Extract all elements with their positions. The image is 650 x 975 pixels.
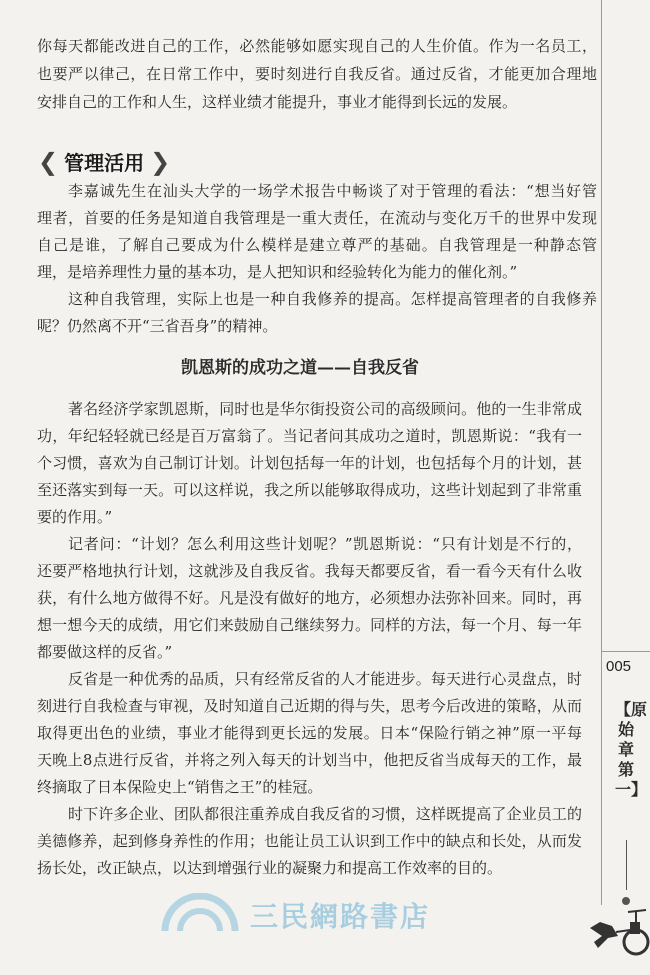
text-line: 著名经济学家凯恩斯，同时也是华尔街投资公司的高级顾问。他的一生非常成 (68, 400, 582, 418)
ornament-left-icon: ❮ (38, 147, 59, 176)
text-line: 安排自己的工作和人生，这样业绩才能提升，事业才能得到长远的发展。 (37, 93, 518, 111)
text-line: 李嘉诚先生在汕头大学的一场学术报告中畅谈了对于管理的看法：“想当好管 (68, 182, 597, 200)
text-line: 自己是谁，了解自己要成为什么模样是建立尊严的基础。自我管理是一种静态管 (37, 236, 597, 254)
chariot-illustration-icon (588, 908, 650, 958)
text-line: 终摘取了日本保险史上“销售之王”的桂冠。 (37, 778, 323, 796)
text-line: 取得更出色的业绩，事业才能得到更长远的发展。日本“保险行销之神”原一平每 (37, 724, 582, 742)
chapter-tab: 【原始章第一】 (615, 700, 648, 799)
text-line: 天晚上8点进行反省，并将之列入每天的计划当中，他把反省当成每天的工作，最 (37, 751, 582, 769)
section-heading-text: 管理活用 (64, 151, 145, 175)
text-line: 反省是一种优秀的品质，只有经常反省的人才能进步。每天进行心灵盘点，时 (68, 670, 582, 688)
text-line: 理者，首要的任务是知道自我管理是一重大责任，在流动与变化万千的世界中发现 (37, 209, 597, 227)
text-line: 个习惯，喜欢为自己制订计划。计划包括每一年的计划，也包括每个月的计划，甚 (37, 454, 582, 472)
text-line: 刻进行自我检查与审视，及时知道自己近期的得与失，思考今后改进的策略，从而 (37, 697, 582, 715)
watermark-logo-icon (160, 893, 240, 933)
page-number-rule (601, 651, 650, 652)
text-line: 美德修养，起到修身养性的作用；也能让员工认识到工作中的缺点和长处，从而发 (37, 832, 582, 850)
text-line: 时下许多企业、团队都很注重养成自我反省的习惯，这样既提高了企业员工的 (68, 805, 582, 823)
text-line: 功，年纪轻轻就已经是百万富翁了。当记者问其成功之道时，凯恩斯说：“我有一 (37, 427, 582, 445)
text-line: 要的作用。” (37, 508, 113, 526)
text-line: 获，有什么地方做得不好。凡是没有做好的地方，必须想办法弥补回来。同时，再 (37, 589, 582, 607)
chapter-tab-rule (626, 840, 627, 890)
watermark: 三民網路書店 (250, 900, 431, 933)
text-line: 扬长处，改正缺点，以达到增强行业的凝聚力和提高工作效率的目的。 (37, 859, 503, 877)
text-line: 都要做这样的反省。” (37, 643, 173, 661)
text-line: 想一想今天的成绩，用它们来鼓励自己继续努力。同样的方法，每一个月、每一年 (37, 616, 582, 634)
bullet-dot-icon (622, 897, 630, 905)
margin-rule (601, 0, 602, 905)
text-line: 记者问：“计划？怎么利用这些计划呢？”凯恩斯说：“只有计划是不行的， (68, 535, 582, 553)
page-number: 005 (606, 658, 632, 675)
text-line: 至还落实到每一天。可以这样说，我之所以能够取得成功，这些计划起到了非常重 (37, 481, 582, 499)
story-title: 凯恩斯的成功之道——自我反省 (181, 358, 419, 378)
section-heading (38, 147, 170, 176)
text-line: 这种自我管理，实际上也是一种自我修养的提高。怎样提高管理者的自我修养 (68, 290, 597, 308)
text-line: 你每天都能改进自己的工作，必然能够如愿实现自己的人生价值。作为一名员工， (37, 37, 597, 55)
text-line: 还要严格地执行计划，这就涉及自我反省。我每天都要反省，看一看今天有什么收 (37, 562, 582, 580)
ornament-right-icon: ❯ (150, 147, 171, 176)
text-line: 也要严以律己，在日常工作中，要时刻进行自我反省。通过反省，才能更加合理地 (37, 65, 597, 83)
text-line: 理，是培养理性力量的基本功，是人把知识和经验转化为能力的催化剂。” (37, 263, 518, 281)
text-line: 呢？仍然离不开“三省吾身”的精神。 (37, 317, 278, 335)
